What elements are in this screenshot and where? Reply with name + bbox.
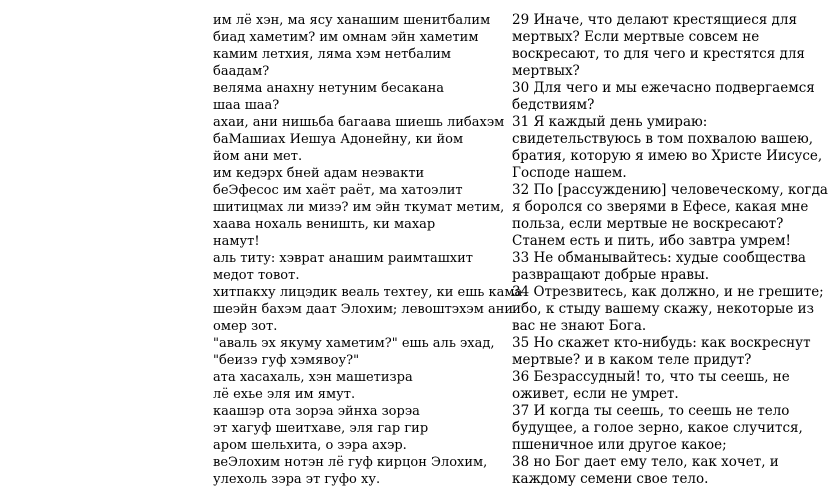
russian-line: 37 И когда ты сеешь, то сеешь не тело (512, 403, 790, 419)
russian-line: вас не знают Бога. (512, 318, 647, 334)
transliteration-line: беЭфесос им хаёт раёт, ма хатоэлит (213, 183, 463, 198)
russian-line: 33 Не обманывайтесь: худые сообщества (512, 250, 806, 266)
transliteration-line: ахаи, ани нишьба багаава шиешь либахэм (213, 115, 505, 130)
transliteration-line: шаа шаа? (213, 98, 280, 113)
transliteration-line: улехоль зэра эт гуфо ху. (213, 472, 381, 487)
russian-line: Станем есть и пить, ибо завтра умрем! (512, 233, 791, 249)
russian-line: свидетельствуюсь в том похвалою вашею, (512, 131, 814, 147)
russian-line: бедствиям? (512, 97, 595, 113)
transliteration-line: камим летхия, лямa хэм нетбалим (213, 47, 451, 62)
transliteration-line: хаава нохаль веништь, ки махар (213, 217, 436, 232)
russian-line: пшеничное или другое какое; (512, 437, 727, 453)
transliteration-column (213, 12, 523, 488)
transliteration-line: веЭлохим нотэн лё гуф кирцон Элохим, (213, 455, 488, 470)
russian-line: 29 Иначе, что делают крестящиеся для (512, 12, 797, 28)
russian-line: развращают добрые нравы. (512, 267, 710, 283)
russian-line: 34 Отрезвитесь, как должно, и не грешите; (512, 284, 824, 300)
russian-line: 35 Но скажет кто-нибудь: как воскреснут (512, 335, 811, 351)
transliteration-line: баМашиах Иешуа Адонейну, ки йом (213, 132, 464, 147)
transliteration-line: аль титу: хэврат анашим раимташхит (213, 251, 473, 266)
russian-line: польза, если мертвые не воскресают? (512, 216, 784, 232)
transliteration-line: им лё хэн, ма ясу ханашим шенитбалим (213, 13, 491, 28)
transliteration-line: медот товот. (213, 268, 300, 283)
russian-line: будущее, а голое зерно, какое случится, (512, 420, 803, 436)
transliteration-line: аром шельхита, о зэра ахэр. (213, 438, 407, 453)
transliteration-line: "аваль эх якуму хаметим?" ешь аль эхад, (213, 336, 495, 351)
russian-line: я боролся со зверями в Ефесе, какая мне (512, 199, 809, 215)
russian-column (512, 12, 828, 488)
russian-line: ибо, к стыду вашему скажу, некоторые из (512, 301, 814, 317)
russian-line: мертвых? Если мертвые совсем не (512, 29, 760, 45)
russian-line: мертвые? и в каком теле придут? (512, 352, 752, 368)
transliteration-line: лё ехье эля им ямут. (213, 387, 356, 402)
russian-line: мертвых? (512, 63, 580, 79)
transliteration-line: биад хаметим? им омнам эйн хаметим (213, 30, 479, 45)
russian-line: 36 Безрассудный! то, что ты сеешь, не (512, 369, 790, 385)
transliteration-line: им кедэрх бней адам неэвакти (213, 166, 425, 181)
transliteration-line: каашэр ота зорэа эйнха зорэа (213, 404, 420, 419)
russian-line: 30 Для чего и мы ежечасно подвергаемся (512, 80, 815, 96)
transliteration-line: "беизэ гуф хэмявоу?" (213, 353, 360, 368)
russian-line: Господе нашем. (512, 165, 627, 181)
russian-line: оживет, если не умрет. (512, 386, 679, 402)
transliteration-line: шеэйн бахэм даат Элохим; левоштэхэм ани (213, 302, 514, 317)
transliteration-line: хитпакху лицэдик веаль техтеу, ки ешь кама (213, 285, 523, 300)
transliteration-line: баадам? (213, 64, 270, 79)
transliteration-line: ата хасахаль, хэн машетизра (213, 370, 413, 385)
transliteration-line: йом ани мет. (213, 149, 303, 164)
transliteration-line: шитицмах ли мизэ? им эйн ткумат метим, (213, 200, 505, 215)
transliteration-line: эт хагуф шеитхаве, эля гар гир (213, 421, 429, 436)
russian-line: воскресают, то для чего и крестятся для (512, 46, 805, 62)
transliteration-line: намут! (213, 234, 260, 249)
russian-line: 31 Я каждый день умираю: (512, 114, 708, 130)
russian-line: каждому семени свое тело. (512, 471, 709, 487)
transliteration-line: омер зот. (213, 319, 278, 334)
russian-line: братия, которую я имею во Христе Иисусе, (512, 148, 823, 164)
russian-line: 32 По [рассуждению] человеческому, когда (512, 182, 828, 198)
transliteration-line: веляма анахну нетуним бесакана (213, 81, 445, 96)
russian-line: 38 но Бог дает ему тело, как хочет, и (512, 454, 779, 470)
